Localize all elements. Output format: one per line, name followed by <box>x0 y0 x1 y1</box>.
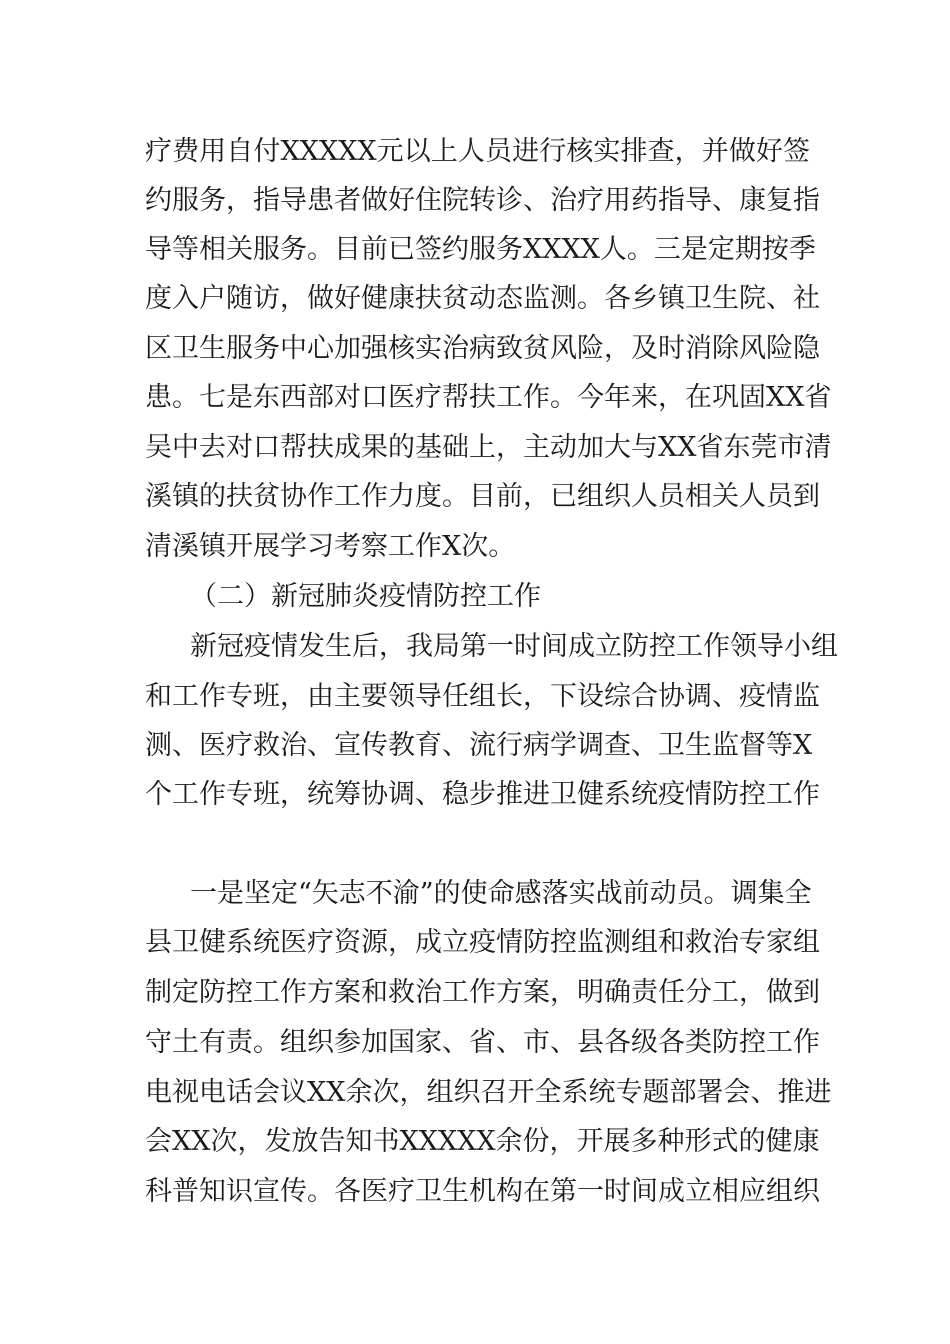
paragraph-2-line-4: 个工作专班，统筹协调、稳步推进卫健系统疫情防控工作 <box>145 779 820 810</box>
paragraph-1-line-7: 吴中去对口帮扶成果的基础上，主动加大与XX省东莞市清 <box>145 432 832 463</box>
paragraph-1-line-1: 疗费用自付XXXXX元以上人员进行核实排查，并做好签 <box>145 136 810 167</box>
paragraph-3-line-3: 制定防控工作方案和救治工作方案，明确责任分工，做到 <box>145 977 820 1008</box>
paragraph-3-line-6: 会XX次，发放告知书XXXXX余份，开展多种形式的健康 <box>145 1126 820 1157</box>
paragraph-2-line-1: 新冠疫情发生后，我局第一时间成立防控工作领导小组 <box>190 631 838 662</box>
paragraph-1-line-8: 溪镇的扶贫协作工作力度。目前，已组织人员相关人员到 <box>145 481 820 512</box>
paragraph-2-line-2: 和工作专班，由主要领导任组长，下设综合协调、疫情监 <box>145 681 820 712</box>
paragraph-3-line-2: 县卫健系统医疗资源，成立疫情防控监测组和救治专家组 <box>145 927 820 958</box>
paragraph-1-line-3: 导等相关服务。目前已签约服务XXXX人。三是定期按季 <box>145 234 816 265</box>
paragraph-2-line-3: 测、医疗救治、宣传教育、流行病学调查、卫生监督等X <box>145 730 813 761</box>
section-heading: （二）新冠肺炎疫情防控工作 <box>190 581 541 612</box>
paragraph-3-line-1: 一是坚定“矢志不渝”的使命感落实战前动员。调集全 <box>190 878 812 909</box>
paragraph-3-line-4: 守土有责。组织参加国家、省、市、县各级各类防控工作 <box>145 1027 820 1058</box>
paragraph-1-line-4: 度入户随访，做好健康扶贫动态监测。各乡镇卫生院、社 <box>145 283 820 314</box>
paragraph-1-line-5: 区卫生服务中心加强核实治病致贫风险，及时消除风险隐 <box>145 333 820 364</box>
paragraph-1-line-6: 患。七是东西部对口医疗帮扶工作。今年来，在巩固XX省 <box>145 382 832 413</box>
paragraph-1-line-9: 清溪镇开展学习考察工作X次。 <box>145 531 516 562</box>
paragraph-3-line-7: 科普知识宣传。各医疗卫生机构在第一时间成立相应组织 <box>145 1176 820 1207</box>
paragraph-3-line-5: 电视电话会议XX余次，组织召开全系统专题部署会、推进 <box>145 1077 832 1108</box>
paragraph-1-line-2: 约服务，指导患者做好住院转诊、治疗用药指导、康复指 <box>145 185 820 216</box>
